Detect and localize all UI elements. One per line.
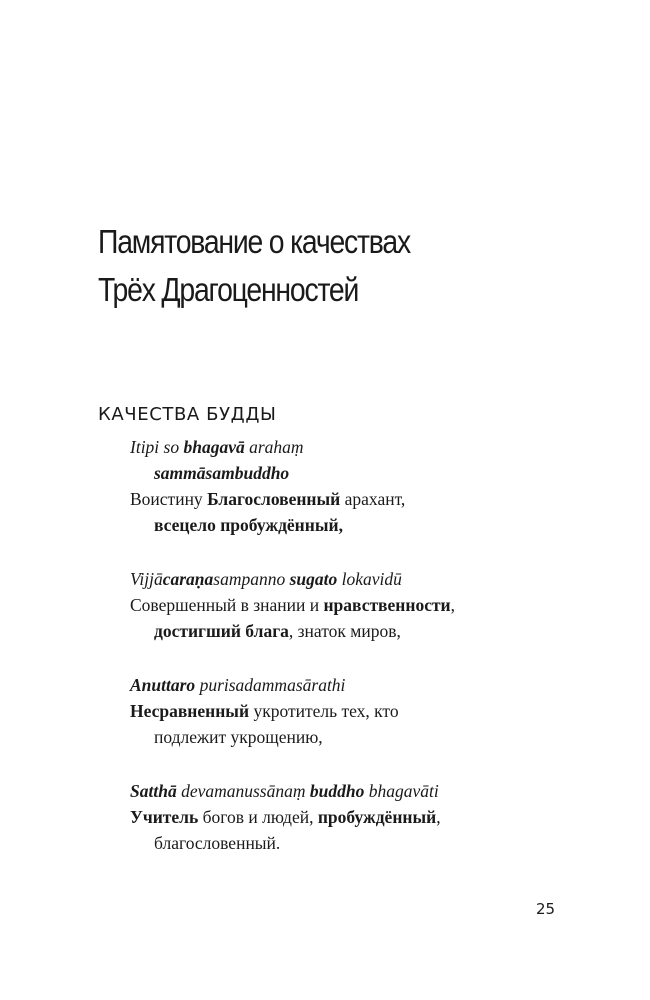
pali-line <box>130 460 610 486</box>
translation-line <box>130 512 610 538</box>
verse-list <box>130 434 610 884</box>
emphasized-text: sugato <box>289 569 338 589</box>
text-segment: lokavidū <box>337 569 402 589</box>
text-segment: devamanussānaṃ <box>176 781 310 801</box>
text-segment: Vijjā <box>130 569 163 589</box>
emphasized-text: sammāsambuddho <box>154 463 290 483</box>
page-title-line-1: Памятование о качествах <box>98 223 410 260</box>
emphasized-text: bhagavā <box>183 437 245 457</box>
text-segment: sampanno <box>213 569 290 589</box>
pali-line <box>130 778 610 804</box>
emphasized-text: Anuttaro <box>130 675 196 695</box>
text-segment: purisadammasārathi <box>195 675 346 695</box>
text-segment: arahaṃ <box>244 437 304 457</box>
page-title-line-2: Трёх Драгоценностей <box>98 271 359 308</box>
text-segment: , <box>436 807 441 827</box>
text-segment: , знаток миров, <box>288 621 401 641</box>
emphasized-text: достигший блага <box>154 621 289 641</box>
page-number: 25 <box>536 900 556 918</box>
pali-line <box>130 434 610 460</box>
text-segment: , <box>450 595 456 615</box>
text-segment: подлежит укрощению, <box>154 727 323 747</box>
text-segment: Itipi so <box>130 437 184 457</box>
text-segment: богов и людей, <box>198 807 318 827</box>
text-segment: bhagavāti <box>364 781 439 801</box>
emphasized-text: Satthā <box>130 781 177 801</box>
translation-line <box>130 804 610 830</box>
verse <box>130 778 610 856</box>
emphasized-text: нравственности <box>323 595 451 615</box>
translation-line <box>130 618 610 644</box>
verse <box>130 672 610 750</box>
text-segment: укротитель тех, кто <box>249 701 399 721</box>
translation-line <box>130 592 610 618</box>
emphasized-text: caraṇa <box>162 569 214 589</box>
emphasized-text: Несравненный <box>130 701 250 721</box>
translation-line <box>130 830 610 856</box>
text-segment: арахант, <box>340 489 406 509</box>
verse <box>130 434 610 538</box>
emphasized-text: Благословенный <box>207 489 341 509</box>
pali-line <box>130 672 610 698</box>
text-segment: Совершенный в знании и <box>130 595 324 615</box>
pali-line <box>130 566 610 592</box>
emphasized-text: пробуждённый <box>317 807 437 827</box>
verse <box>130 566 610 644</box>
section-heading: КАЧЕСТВА БУДДЫ <box>98 404 277 425</box>
emphasized-text: Учитель <box>130 807 199 827</box>
emphasized-text: buddho <box>309 781 365 801</box>
emphasized-text: всецело пробуждённый, <box>154 515 343 535</box>
translation-line <box>130 486 610 512</box>
text-segment: благословенный. <box>154 833 281 853</box>
translation-line <box>130 724 610 750</box>
text-segment: Воистину <box>130 489 208 509</box>
translation-line <box>130 698 610 724</box>
page-title <box>98 218 528 314</box>
